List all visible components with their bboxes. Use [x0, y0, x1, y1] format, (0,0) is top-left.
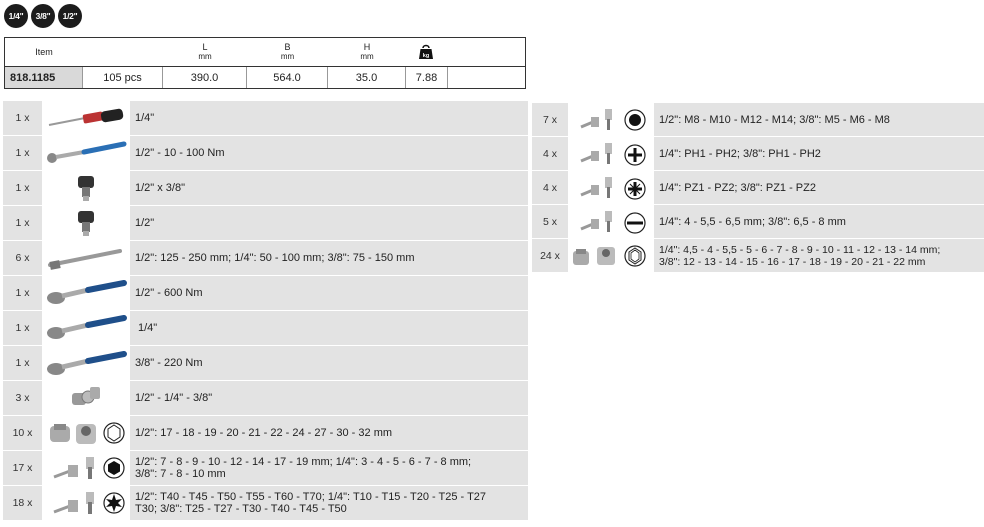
pozidriv-bit-socket-icon [568, 171, 654, 204]
list-item [532, 238, 984, 272]
quantity: 7 x [542, 113, 557, 126]
drive-badge-half: 1/2" [58, 4, 82, 28]
ratchet-icon [42, 346, 130, 380]
description: 1/2": M8 - M10 - M12 - M14; 3/8": M5 - M6 - M8 [659, 113, 890, 126]
quantity: 18 x [12, 497, 33, 509]
height-value: 35.0 [328, 67, 406, 88]
adapter-icon [42, 206, 130, 240]
list-item [3, 415, 528, 450]
description: 1/2" - 600 Nm [135, 287, 203, 299]
description: 1/2" - 1/4" - 3/8" [135, 392, 213, 404]
description: 1/4" [138, 322, 158, 334]
header-height: H mm [360, 42, 374, 61]
quantity: 5 x [542, 215, 557, 228]
quantity: 1 x [15, 217, 30, 229]
list-item [3, 240, 528, 275]
socket-icon [568, 239, 654, 272]
universal-joint-icon [42, 381, 130, 415]
adapter-icon [42, 171, 130, 205]
description: 1/2": 17 - 18 - 19 - 20 - 21 - 22 - 24 - 27 - 30 - 32 mm [135, 427, 393, 439]
weight-icon [406, 38, 446, 66]
extension-bar-icon [42, 241, 130, 275]
quantity: 4 x [542, 181, 557, 194]
description-line: 3/8": 12 - 13 - 14 - 15 - 16 - 17 - 18 - 19 - 20 - 21 - 22 mm [659, 255, 926, 268]
description-line: T30; 3/8": T25 - T27 - T30 - T40 - T45 - T50 [135, 503, 347, 515]
description-line: 1/4": 4,5 - 4 - 5,5 - 5 - 6 - 7 - 8 - 9 - 10 - 11 - 12 - 13 - 14 mm; [659, 243, 941, 256]
drive-size-badges [4, 4, 82, 28]
description: 1/4": 4 - 5,5 - 6,5 mm; 3/8": 6,5 - 8 mm [659, 215, 846, 228]
list-item [3, 135, 528, 170]
description: 1/2": 125 - 250 mm; 1/4": 50 - 100 mm; 3/8": 75 - 150 mm [135, 252, 415, 264]
spline-bit-socket-icon [568, 103, 654, 136]
description: 1/2" [135, 217, 155, 229]
description: 3/8" - 220 Nm [135, 357, 203, 369]
quantity: 1 x [15, 147, 30, 159]
drive-badge-three-eighths: 3/8" [31, 4, 55, 28]
svg-text:kg: kg [422, 53, 430, 59]
list-item [3, 450, 528, 485]
description-line: 3/8": 7 - 8 - 10 mm [135, 468, 226, 480]
specs-table [4, 37, 526, 89]
weight-value: 7.88 [406, 67, 448, 88]
length-value: 390.0 [163, 67, 247, 88]
header-length: L mm [198, 42, 212, 61]
width-value: 564.0 [247, 67, 328, 88]
quantity: 4 x [542, 147, 557, 160]
item-number: 818.1185 [5, 67, 83, 88]
list-item [3, 485, 528, 520]
description [130, 451, 528, 485]
description [654, 239, 984, 272]
specs-data-row [5, 67, 525, 88]
quantity: 1 x [15, 322, 30, 334]
phillips-bit-socket-icon [568, 137, 654, 170]
quantity: 1 x [15, 287, 30, 299]
list-item [3, 380, 528, 415]
drive-badge-quarter: 1/4" [4, 4, 28, 28]
header-width: B mm [280, 42, 295, 61]
ratchet-icon [42, 311, 130, 345]
quantity: 1 x [15, 357, 30, 369]
quantity: 17 x [12, 462, 33, 474]
specs-header-row [5, 38, 525, 67]
description-line: 1/2": T40 - T45 - T50 - T55 - T60 - T70; 1/4": T10 - T15 - T20 - T25 - T27 [135, 491, 487, 503]
socket-icon [42, 416, 130, 450]
list-item [3, 310, 528, 345]
torx-bit-socket-icon [42, 486, 130, 520]
contents-table-right [532, 102, 984, 272]
ratchet-icon [42, 276, 130, 310]
quantity: 3 x [15, 392, 30, 404]
list-item [3, 100, 528, 135]
list-item [3, 205, 528, 240]
list-item [3, 345, 528, 380]
list-item [532, 136, 984, 170]
description: 1/2" - 10 - 100 Nm [135, 147, 225, 159]
slotted-bit-socket-icon [568, 205, 654, 238]
list-item [3, 275, 528, 310]
description: 1/4" [135, 112, 155, 124]
description: 1/2" x 3/8" [135, 182, 186, 194]
contents-table-left [3, 100, 528, 520]
description: 1/4": PH1 - PH2; 3/8": PH1 - PH2 [659, 147, 821, 160]
list-item [3, 170, 528, 205]
list-item [532, 204, 984, 238]
quantity: 10 x [12, 427, 33, 439]
header-item: Item [35, 47, 53, 57]
screwdriver-icon [42, 101, 130, 135]
hex-bit-socket-icon [42, 451, 130, 485]
description [130, 486, 528, 520]
description: 1/4": PZ1 - PZ2; 3/8": PZ1 - PZ2 [659, 181, 816, 194]
description-line: 1/2": 7 - 8 - 9 - 10 - 12 - 14 - 17 - 19 mm; 1/4": 3 - 4 - 5 - 6 - 7 - 8 mm; [135, 456, 472, 468]
list-item [532, 170, 984, 204]
quantity: 6 x [15, 252, 30, 264]
quantity: 1 x [15, 182, 30, 194]
quantity: 24 x [540, 249, 560, 262]
piece-count: 105 pcs [83, 67, 163, 88]
torque-wrench-icon [42, 136, 130, 170]
quantity: 1 x [15, 112, 30, 124]
list-item [532, 102, 984, 136]
